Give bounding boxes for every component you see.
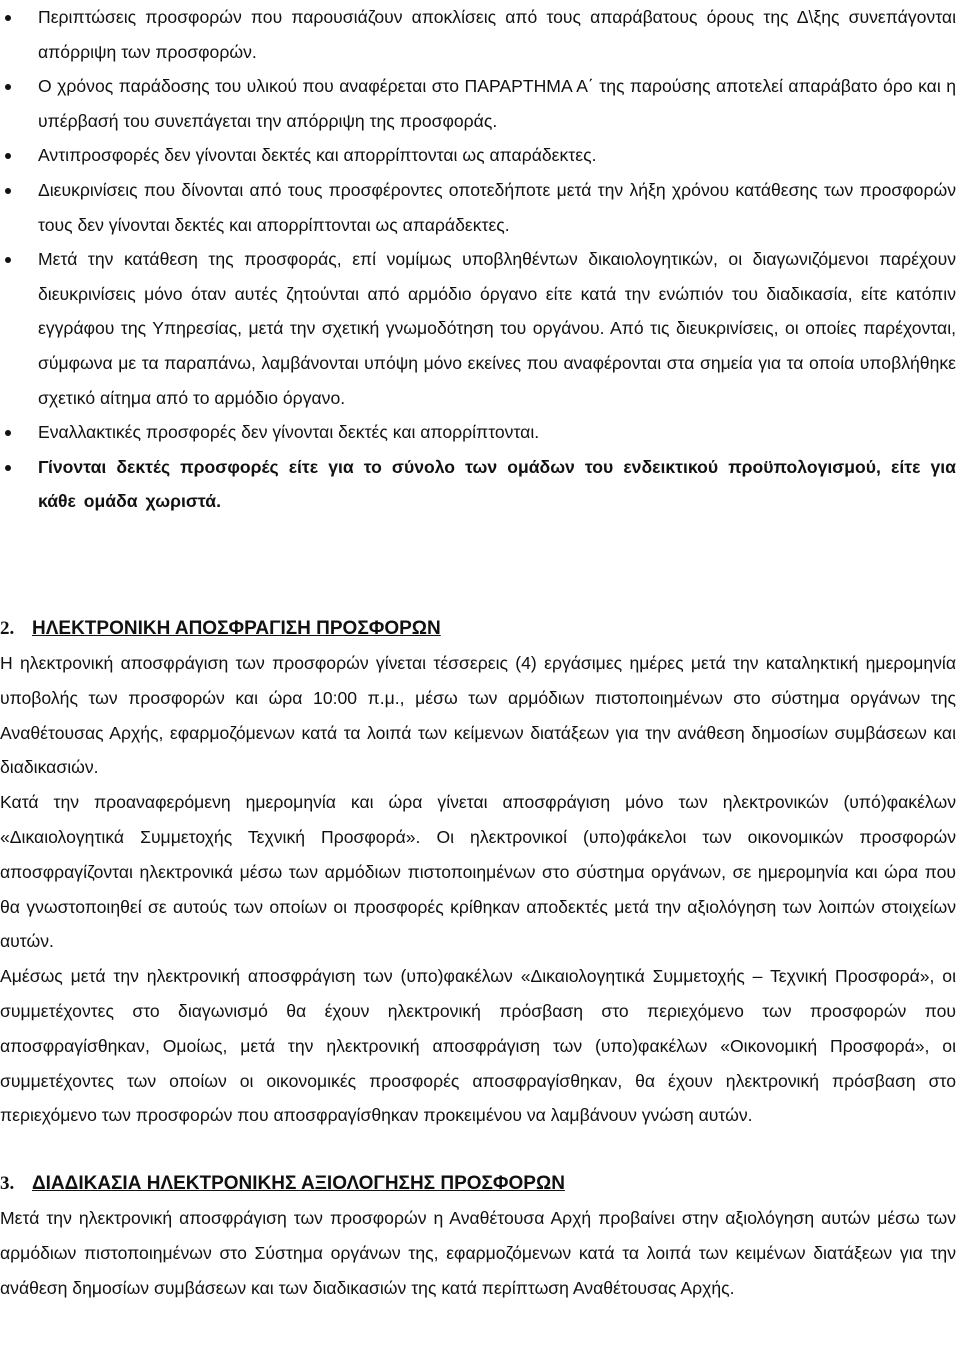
- list-item-text: Εναλλακτικές προσφορές δεν γίνονται δεκτές και απορρίπτονται.: [38, 422, 540, 443]
- section-number: 3.: [0, 1173, 15, 1194]
- list-item: [0, 138, 960, 173]
- list-item-emphasized: [0, 450, 960, 519]
- list-item: [0, 69, 960, 138]
- paragraph: Μετά την ηλεκτρονική αποσφράγιση των προσφορών η Αναθέτουσα Αρχή προβαίνει στην αξιολόγηση αυτών μέσω των αρμόδιων πιστοποιημένων στο Σύστημα οργάνων της, εφαρμοζόμενων κατά τα λοιπά των κειμένων διατάξεων για την ανάθεση δημοσίων συμβάσεων και των διαδικασιών της κατά περίπτωση Αναθέτουσας Αρχής.: [0, 1208, 956, 1298]
- bullet-dot-icon: [5, 257, 11, 263]
- list-item: [0, 0, 960, 69]
- paragraph: Η ηλεκτρονική αποσφράγιση των προσφορών γίνεται τέσσερεις (4) εργάσιμες ημέρες μετά την καταληκτική ημερομηνία υποβολής των προσφορών και ώρα 10:00 π.μ., μέσω των αρμόδιων πιστοποιημένων στο σύστημα οργάνων της Αναθέτουσας Αρχής, εφαρμοζόμενων κατά τα λοιπά των κείμενων διατάξεων για την ανάθεση δημοσίων συμβάσεων και διαδικασιών.: [0, 653, 956, 778]
- section-number: 2.: [0, 618, 15, 639]
- list-item-text: Αντιπροσφορές δεν γίνονται δεκτές και απορρίπτονται ως απαράδεκτες.: [38, 145, 597, 166]
- section-electronic-opening: [0, 612, 956, 1133]
- list-item-text: Γίνονται δεκτές προσφορές είτε για το σύνολο των ομάδων του ενδεικτικού προϋπολογισμού, είτε για κάθε ομάδα χωριστά.: [38, 456, 956, 512]
- bullet-dot-icon: [5, 15, 11, 21]
- list-item-text: Διευκρινίσεις που δίνονται από τους προσφέροντες οποτεδήποτε μετά την λήξη χρόνου κατάθεσης των προσφορών τους δεν γίνονται δεκτές και απορρίπτονται ως απαράδεκτες.: [38, 179, 956, 235]
- bullet-dot-icon: [5, 465, 11, 471]
- list-item: [0, 173, 960, 242]
- bullet-dot-icon: [5, 153, 11, 159]
- paragraph: Κατά την προαναφερόμενη ημερομηνία και ώρα γίνεται αποσφράγιση μόνο των ηλεκτρονικών (υπό)φακέλων «Δικαιολογητικά Συμμετοχής Τεχνική Προσφορά». Οι ηλεκτρονικοί (υπο)φάκελοι των οικονομικών προσφορών αποσφραγίζονται ηλεκτρονικά μέσω των αρμόδιων πιστοποιημένων στο σύστημα οργάνων, σε ημερομηνία και ώρα που θα γνωστοποιηθεί σε αυτούς των οποίων οι προσφορές κρίθηκαν αποδεκτές μετά την αξιολόγηση των λοιπών στοιχείων αυτών.: [0, 792, 956, 952]
- bullet-dot-icon: [5, 430, 11, 436]
- bullet-dot-icon: [5, 188, 11, 194]
- section-title: ΔΙΑΔΙΚΑΣΙΑ ΗΛΕΚΤΡΟΝΙΚΗΣ ΑΞΙΟΛΟΓΗΣΗΣ ΠΡΟΣΦΟΡΩΝ: [32, 1173, 565, 1194]
- list-item-text: Περιπτώσεις προσφορών που παρουσιάζουν αποκλίσεις από τους απαράβατους όρους της Δ\ξης συνεπάγονται απόρριψη των προσφορών.: [38, 7, 956, 62]
- section-title: ΗΛΕΚΤΡΟΝΙΚΗ ΑΠΟΣΦΡΑΓΙΣΗ ΠΡΟΣΦΟΡΩΝ: [32, 618, 441, 639]
- list-item: [0, 415, 960, 450]
- list-item: [0, 242, 960, 415]
- section-electronic-evaluation: [0, 1167, 956, 1305]
- section-heading: [0, 1167, 956, 1201]
- list-item-text: Μετά την κατάθεση της προσφοράς, επί νομίμως υποβληθέντων δικαιολογητικών, οι διαγωνιζόμενοι παρέχουν διευκρινίσεις μόνο όταν αυτές ζητούνται από αρμόδιο όργανο είτε κατά την ενώπιόν του διαδικασία, είτε κατόπιν εγγράφου της Υπηρεσίας, μετά την σχετική γνωμοδότηση του οργάνου. Από τις διευκρινίσεις, οι οποίες παρέχονται, σύμφωνα με τα παραπάνω, λαμβάνονται υπόψη μόνο εκείνες που αναφέρονται στα σημεία για τα οποία υποβλήθηκε σχετικό αίτημα από το αρμόδιο όργανο.: [38, 249, 956, 408]
- bullet-dot-icon: [5, 84, 11, 90]
- list-item-text: Ο χρόνος παράδοσης του υλικού που αναφέρεται στο ΠΑΡΑΡΤΗΜΑ Α΄ της παρούσης αποτελεί απαράβατο όρο και η υπέρβασή του συνεπάγεται την απόρριψη της προσφοράς.: [38, 76, 956, 131]
- paragraph: Αμέσως μετά την ηλεκτρονική αποσφράγιση των (υπο)φακέλων «Δικαιολογητικά Συμμετοχής – Τεχνική Προσφορά», οι συμμετέχοντες στο διαγωνισμό θα έχουν ηλεκτρονική πρόσβαση στο περιεχόμενο των προσφορών που αποσφραγίσθηκαν, Ομοίως, μετά την ηλεκτρονική αποσφράγιση των (υπο)φακέλων «Οικονομική Προσφορά», οι συμμετέχοντες των οποίων οι οικονομικές προσφορές αποσφραγίσθηκαν, θα έχουν ηλεκτρονική πρόσβαση στο περιεχόμενο των προσφορών που αποσφραγίσθηκαν προκειμένου να λαμβάνουν γνώση αυτών.: [0, 966, 956, 1126]
- section-heading: [0, 612, 956, 646]
- terms-bullet-list: [0, 0, 960, 519]
